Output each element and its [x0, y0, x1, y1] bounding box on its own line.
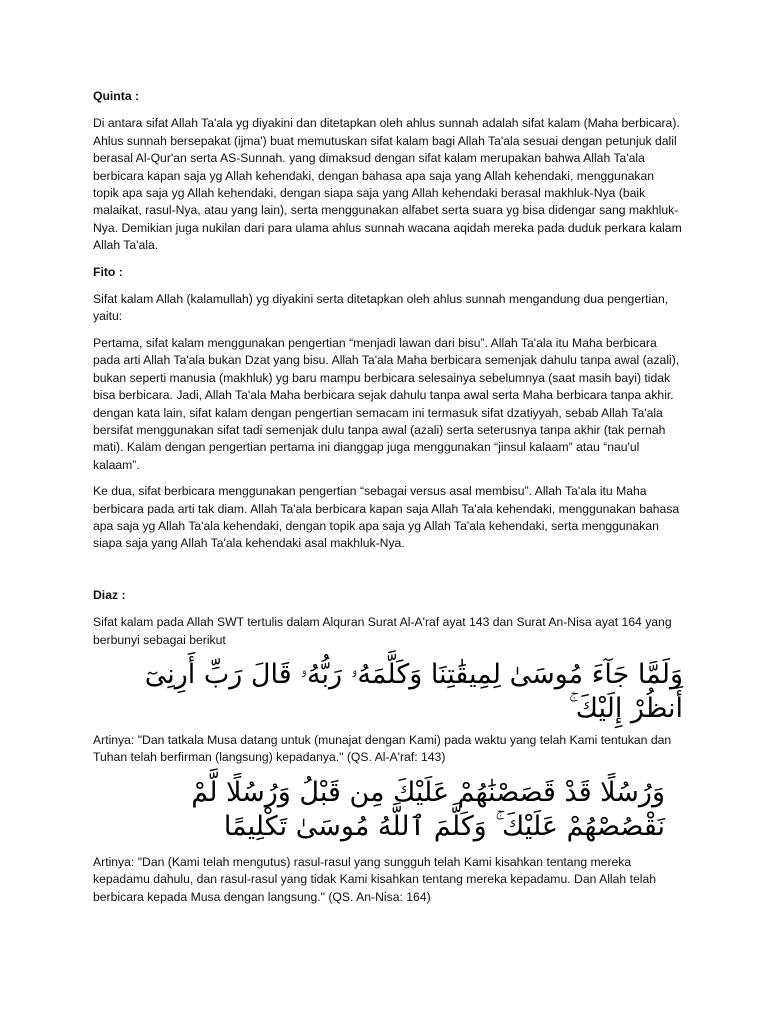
quinta-paragraph: Di antara sifat Allah Ta'ala yg diyakini dan ditetapkan oleh ahlus sunnah adalah sifat kalam (Maha berbicara). Ahlus sunnah bersepakat (ijma') buat memutuskan sifat kalam bagi Allah Ta'ala sesuai dengan petunjuk dalil berasal Al-Qur'an serta AS-Sunnah. yang dimaksud dengan sifat kalam merupakan bahwa Allah Ta'ala berbicara kapan saja yg Allah kehendaki, dengan bahasa apa saja yang Allah kehendaki, menggunakan topik apa saja yg Allah kehendaki, dengan siapa saja yang Allah kehendaki berasal makhluk-Nya (baik malaikat, rasul-Nya, atau yang lain), serta menggunakan alfabet serta suara yg bisa didengar sang makhluk-Nya. Demikian juga nukilan dari para ulama ahlus sunnah wacana aqidah mereka pada duduk perkara kalam Allah Ta'ala.	[93, 116, 682, 253]
fito-paragraph-intro: Sifat kalam Allah (kalamullah) yg diyakini serta ditetapkan oleh ahlus sunnah mengandung dua pengertian, yaitu:	[93, 292, 669, 324]
arabic-verse-al-araf-143: وَلَمَّا جَآءَ مُوسَىٰ لِمِيقَٰتِنَا وَكَلَّمَهُۥ رَبُّهُۥ قَالَ رَبِّ أَرِنِىٓ أَنظُرْ إِلَيْكَ ۚ	[144, 658, 683, 724]
fito-paragraph-kedua: Ke dua, sifat berbicara menggunakan pengertian “sebagai versus asal membisu”. Allah Ta'ala itu Maha berbicara pada arti tak diam. Allah Ta'ala berbicara kapan saja Allah Ta'ala kehendaki, menggunakan bahasa apa saja yg Allah Ta'ala kehendaki, dengan topik apa saja yg Allah Ta'ala kehendaki, serta menggunakan siapa saja yang Allah Ta'ala kehendaki asal makhluk-Nya.	[93, 484, 680, 551]
section-heading-fito: Fito :	[93, 264, 123, 279]
diaz-intro-paragraph: Sifat kalam pada Allah SWT tertulis dalam Alquran Surat Al-A'raf ayat 143 dan Surat An-Nisa ayat 164 yang berbunyi sebagai berikut	[93, 615, 672, 647]
translation-an-nisa-164: Artinya: "Dan (Kami telah mengutus) rasul-rasul yang sungguh telah Kami kisahkan tentang mereka kepadamu dahulu, dan rasul-rasul yang tidak Kami kisahkan tentang mereka kepadamu. Dan Allah telah berbicara kepada Musa dengan langsung." (QS. An-Nisa: 164)	[93, 854, 656, 904]
arabic-verse-an-nisa-164: وَرُسُلًا قَدْ قَصَصْنَٰهُمْ عَلَيْكَ مِن قَبْلُ وَرُسُلًا لَّمْ نَقْصُصْهُمْ عَلَيْكَ ۚ وَكَلَّمَ ٱللَّهُ مُوسَىٰ تَكْلِيمًا	[191, 776, 665, 842]
section-heading-diaz: Diaz :	[93, 587, 126, 602]
document-page	[93, 88, 683, 915]
fito-paragraph-pertama: Pertama, sifat kalam menggunakan pengertian “menjadi lawan dari bisu”. Allah Ta'ala itu Maha berbicara pada arti Allah Ta'ala bukan Dzat yang bisu. Allah Ta'ala Maha berbicara semenjak dahulu tanpa awal (azali), bukan seperti manusia (makhluk) yg baru mampu berbicara selesainya sebelumnya (saat masih bayi) tidak bisa berbicara. Jadi, Allah Ta'ala Maha berbicara sejak dahulu tanpa awal serta Maha berbicara tanpa akhir. dengan kata lain, sifat kalam dengan pengertian semacam ini termasuk sifat dzatiyyah, sebab Allah Ta'ala bersifat menggunakan sifat tadi semenjak dulu tanpa awal (azali) serta seterusnya tanpa akhir (tak pernah mati). Kalam dengan pengertian pertama ini dianggap juga menggunakan “jinsul kalaam” atau “nau'ul kalaam”.	[93, 335, 680, 472]
translation-al-araf-143: Artinya: "Dan tatkala Musa datang untuk (munajat dengan Kami) pada waktu yang telah Kami tentukan dan Tuhan telah berfirman (langsung) kepadanya." (QS. Al-A'raf: 143)	[93, 732, 672, 765]
section-heading-quinta: Quinta :	[93, 89, 140, 103]
blank-line	[93, 562, 683, 587]
